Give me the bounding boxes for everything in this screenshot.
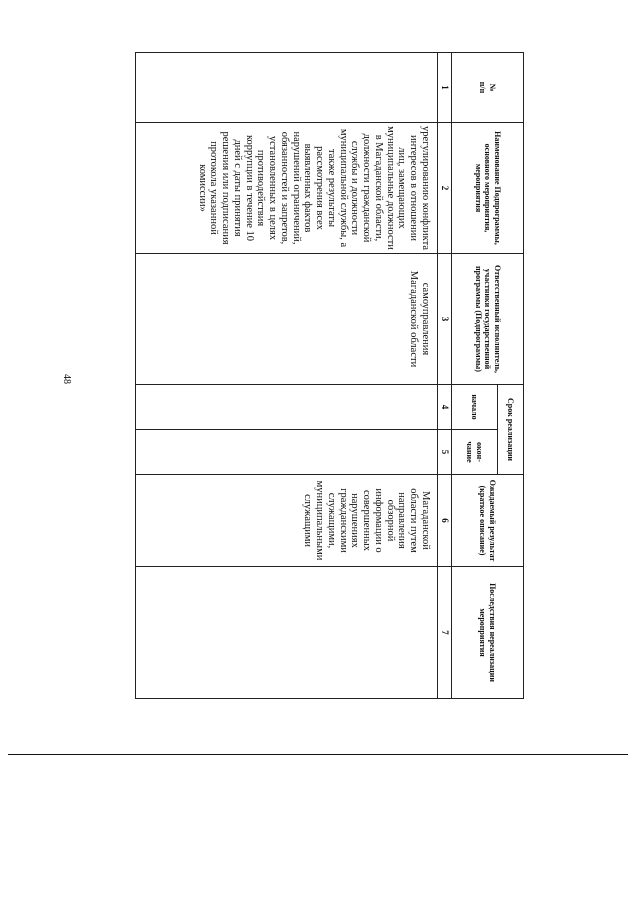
header-term: Срок реализации: [498, 385, 524, 475]
header-num: № п/п: [452, 53, 524, 123]
cell-start: [136, 385, 438, 430]
header-executor: Ответственный исполнитель, участники государственной программы (Подпрограммы): [452, 254, 524, 385]
table-row: [136, 53, 438, 699]
column-number: 5: [438, 430, 452, 475]
page-number: 48: [61, 374, 72, 384]
column-number: 2: [438, 123, 452, 254]
cell-result: Магаданской области путем направления обзорной информации о совершенных нарушениях гражданскими служащими, муниципальными служащими: [136, 475, 438, 567]
header-consequences: Последствия нереализации мероприятия: [452, 567, 524, 699]
cell-name: урегулированию конфликта интересов в отношении лиц, замещающих муниципальные должности в Магаданской области, должности гражданской службы и должности муниципальной службы, а также результаты рассмотрения всех выявленных фактов нарушений ограничений, обязанностей и запретов, установленных в целях противодействия коррупции в течение 10 дней с даты принятия решения или подписания протокола указанной комиссии»: [136, 123, 438, 254]
page-divider: [8, 754, 628, 755]
header-name: Наименование Подпрограммы, основного мероприятия, мероприятия: [452, 123, 524, 254]
rotated-table-wrapper: [100, 52, 524, 698]
column-number: 7: [438, 567, 452, 699]
cell-consequences: [136, 567, 438, 699]
column-number: 1: [438, 53, 452, 123]
cell-end: [136, 430, 438, 475]
measures-table: [135, 52, 524, 699]
column-number: 3: [438, 254, 452, 385]
header-start: начало: [452, 385, 498, 430]
header-result: Ожидаемый результат (краткое описание): [452, 475, 524, 567]
cell-num: [136, 53, 438, 123]
column-number: 4: [438, 385, 452, 430]
header-end: окон- чание: [452, 430, 498, 475]
cell-executor: самоуправления Магаданской области: [136, 254, 438, 385]
column-number: 6: [438, 475, 452, 567]
